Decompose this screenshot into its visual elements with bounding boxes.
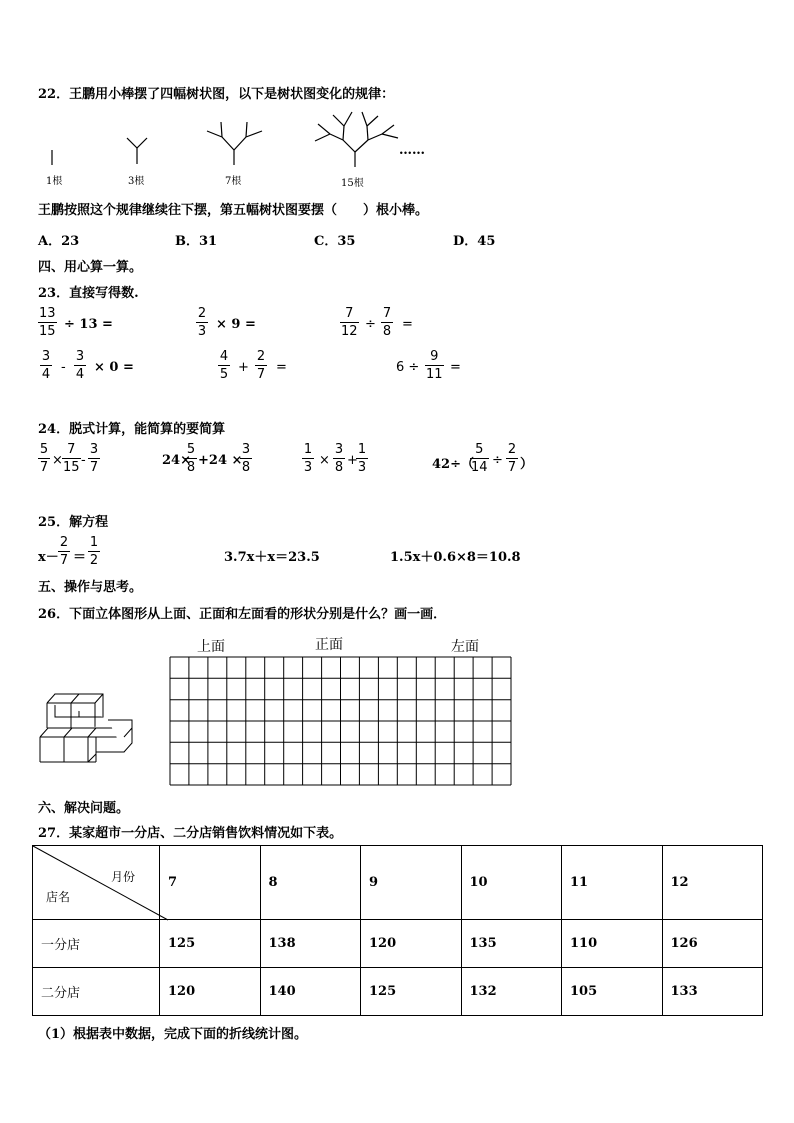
tree-continuation: ……: [399, 143, 425, 158]
table-cell: 125: [361, 968, 462, 1016]
q22-option-d: D．45: [453, 234, 496, 249]
table-cell: 126: [662, 920, 763, 968]
tree-label-2: 3根: [128, 176, 145, 187]
table-row: [33, 968, 763, 1016]
operator: ×: [319, 453, 330, 468]
table-cell: 110: [562, 920, 663, 968]
operator: ÷: [492, 453, 503, 468]
q22-stem: 22．王鹏用小棒摆了四幅树状图，以下是树状图变化的规律：: [38, 87, 395, 102]
fraction: 7 12: [341, 306, 358, 339]
table-header-row: [33, 846, 763, 920]
table-cell: 120: [361, 920, 462, 968]
fraction: 4 5: [219, 349, 229, 382]
tree-label-4: 15根: [341, 178, 364, 189]
expression-text: 42÷（: [432, 457, 474, 472]
fraction: 2 7: [507, 442, 517, 475]
header-store-label: 店名: [46, 890, 71, 904]
month-header: 10: [461, 846, 562, 920]
month-header: 12: [662, 846, 763, 920]
q23-stem: 23．直接写得数.: [38, 286, 139, 301]
fraction: 5 8: [186, 442, 196, 475]
diagonal-header-cell: [33, 846, 160, 920]
expression-text: × 0 =: [94, 360, 134, 375]
fraction: 1 2: [89, 535, 99, 568]
month-header: 11: [562, 846, 663, 920]
operator: +: [347, 453, 358, 468]
fraction: 5 14: [471, 442, 488, 475]
month-header: 7: [160, 846, 261, 920]
expression-text: ）: [520, 457, 534, 472]
q22-option-a: A．23: [38, 234, 80, 249]
table-row: [33, 920, 763, 968]
label-left-view: 左面: [451, 639, 479, 655]
fraction: 9 11: [426, 349, 443, 382]
header-month-label: 月份: [111, 870, 136, 884]
q27-stem: 27．某家超市一分店、二分店销售饮料情况如下表。: [38, 826, 343, 841]
fraction: 2 3: [197, 306, 207, 339]
q24-stem: 24．脱式计算，能简算的要简算: [38, 422, 226, 437]
equation-2: 3.7x＋x＝23.5: [224, 550, 320, 565]
q26-stem: 26．下面立体图形从上面、正面和左面看的形状分别是什么？画一画．: [38, 607, 447, 622]
table-cell: 133: [662, 968, 763, 1016]
section-5-heading: 五、操作与思考。: [38, 580, 143, 595]
operator: =: [276, 360, 287, 375]
fraction: 1 3: [303, 442, 313, 475]
q25-stem: 25．解方程: [38, 515, 109, 530]
table-cell: 120: [160, 968, 261, 1016]
operator: -: [61, 360, 66, 375]
operator: =: [450, 360, 461, 375]
table-cell: 132: [461, 968, 562, 1016]
fraction: 3 4: [75, 349, 85, 382]
fraction: 3 8: [241, 442, 251, 475]
fraction: 13 15: [39, 306, 56, 339]
operator: ÷: [365, 317, 376, 332]
fraction: 7 8: [382, 306, 392, 339]
section-4-heading: 四、用心算一算。: [38, 260, 143, 275]
tree-label-1: 1根: [46, 176, 63, 187]
fraction: 5 7: [39, 442, 49, 475]
operator: +: [238, 360, 249, 375]
operator: =: [402, 317, 413, 332]
tree-label-3: 7根: [225, 176, 242, 187]
fraction: 1 3: [357, 442, 367, 475]
expression-text: × 9 =: [216, 317, 256, 332]
expression-text: x－: [38, 550, 59, 565]
operator: 6 ÷: [396, 360, 420, 375]
store-name: 一分店: [33, 920, 160, 968]
label-front-view: 正面: [315, 637, 343, 653]
month-header: 8: [260, 846, 361, 920]
table-cell: 138: [260, 920, 361, 968]
q22-question: 王鹏按照这个规律继续往下摆，第五幅树状图要摆（ ）根小棒。: [38, 203, 429, 218]
q22-option-c: C．35: [314, 234, 356, 249]
store-name: 二分店: [33, 968, 160, 1016]
q22-option-b: B．31: [175, 234, 218, 249]
operator: ×: [52, 453, 63, 468]
expression-text: +24 ×: [198, 453, 243, 468]
diagonal-line: [33, 846, 168, 920]
expression-text: ÷ 13 =: [64, 317, 113, 332]
operator: -: [81, 453, 86, 468]
expression-text: ＝: [73, 550, 87, 565]
fraction: 3 7: [89, 442, 99, 475]
label-top-view: 上面: [197, 639, 225, 655]
section-6-heading: 六、解决问题。: [38, 801, 130, 816]
fraction: 2 7: [59, 535, 69, 568]
table-cell: 125: [160, 920, 261, 968]
fraction: 3 8: [334, 442, 344, 475]
drawing-grid[interactable]: [170, 657, 512, 787]
expression-text: 24×: [162, 453, 191, 468]
fraction: 7 15: [63, 442, 80, 475]
month-header: 9: [361, 846, 462, 920]
equation-3: 1.5x＋0.6×8＝10.8: [390, 550, 521, 565]
table-cell: 105: [562, 968, 663, 1016]
table-cell: 140: [260, 968, 361, 1016]
table-cell: 135: [461, 920, 562, 968]
sales-table: [32, 845, 763, 1016]
fraction: 2 7: [256, 349, 266, 382]
q27-subquestion-1: （1）根据表中数据，完成下面的折线统计图。: [38, 1027, 308, 1042]
fraction: 3 4: [41, 349, 51, 382]
